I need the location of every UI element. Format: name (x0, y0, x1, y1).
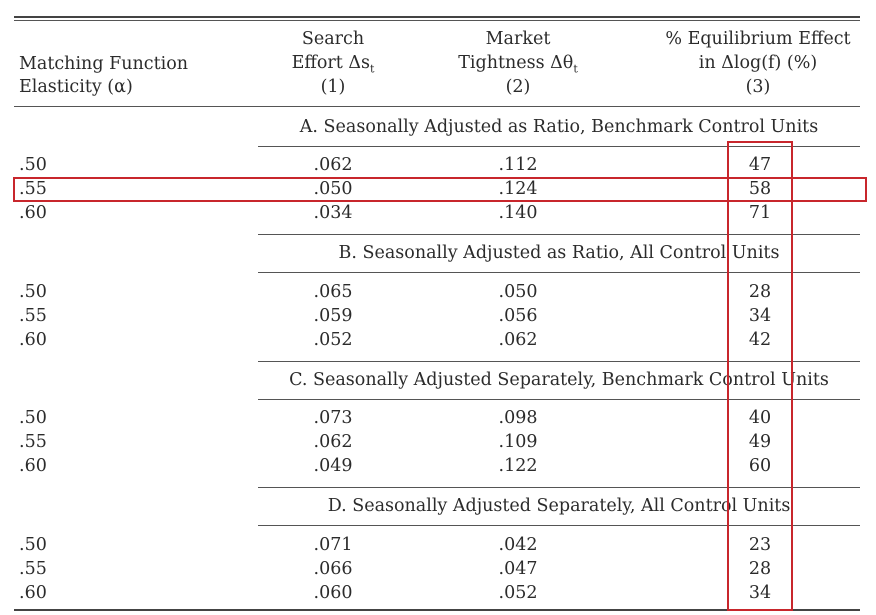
panel-c-row3-search: .049 (313, 456, 353, 476)
panel-a-row1-alpha: .50 (19, 155, 47, 175)
panel-d-row2-alpha: .55 (19, 559, 47, 579)
panel-c-row1-alpha: .50 (19, 408, 47, 428)
panel-b-row2-search: .059 (313, 306, 353, 326)
panel-b-row3-tight: .062 (498, 330, 538, 350)
panel-c-row1-search: .073 (313, 408, 353, 428)
panel-b-row1-search: .065 (313, 282, 353, 302)
panel-a-row3-tight: .140 (498, 203, 538, 223)
panel-d-title: D. Seasonally Adjusted Separately, All Control Units (327, 496, 791, 516)
panel-b-row1-alpha: .50 (19, 282, 47, 302)
col3-header-line1: % Equilibrium Effect (665, 29, 851, 49)
panel-d-row1-tight: .042 (498, 535, 538, 555)
panel-b-row2-alpha: .55 (19, 306, 47, 326)
panel-a-row1-effect: 47 (748, 155, 772, 175)
panel-d-row1-effect: 23 (748, 535, 772, 555)
panel-b-row3-effect: 42 (748, 330, 772, 350)
panel-d-row1-alpha: .50 (19, 535, 47, 555)
panel-c-row1-tight: .098 (498, 408, 538, 428)
col2-header-line3: (2) (505, 77, 531, 97)
panel-a-title: A. Seasonally Adjusted as Ratio, Benchmark Control Units (299, 117, 819, 137)
panel-b-row1-tight: .050 (498, 282, 538, 302)
col3-header-line2: in Δlog(f) (%) (698, 53, 818, 73)
col1-header-line2: Effort $\Delta s_t$ (291, 53, 375, 76)
col1-header-line1: Search (301, 29, 365, 49)
panel-d-row1-search: .071 (313, 535, 353, 555)
highlight-column-box (727, 141, 793, 611)
panel-c-row1-effect: 40 (748, 408, 772, 428)
col1-header-line3: (1) (320, 77, 346, 97)
row-label-header-line2: Elasticity (α) (19, 77, 133, 97)
panel-c-row2-search: .062 (313, 432, 353, 452)
panel-a-row3-alpha: .60 (19, 203, 47, 223)
panel-a-row3-effect: 71 (748, 203, 772, 223)
panel-a-row2-search: .050 (313, 179, 353, 199)
panel-c-row3-tight: .122 (498, 456, 538, 476)
panel-d-row3-tight: .052 (498, 583, 538, 603)
panel-d-row2-tight: .047 (498, 559, 538, 579)
panel-a-row2-tight: .124 (498, 179, 538, 199)
panel-d-row2-search: .066 (313, 559, 353, 579)
row-label-header-line1: Matching Function (19, 54, 189, 74)
panel-a-row2-effect: 58 (748, 179, 772, 199)
panel-c-row2-effect: 49 (748, 432, 772, 452)
header-bottom-rule (14, 106, 860, 107)
panel-a-row1-search: .062 (313, 155, 353, 175)
col3-header-line3: (3) (745, 77, 771, 97)
panel-b-row2-effect: 34 (748, 306, 772, 326)
col2-header-line2: Tightness $\Delta\theta_t$ (458, 53, 578, 76)
panel-a-row2-alpha: .55 (19, 179, 47, 199)
panel-c-row2-alpha: .55 (19, 432, 47, 452)
table-top-rule-2 (14, 20, 860, 21)
panel-d-row2-effect: 28 (748, 559, 772, 579)
panel-c-title: C. Seasonally Adjusted Separately, Benchmark Control Units (289, 370, 829, 390)
panel-c-row3-alpha: .60 (19, 456, 47, 476)
panel-b-row3-search: .052 (313, 330, 353, 350)
panel-b-title: B. Seasonally Adjusted as Ratio, All Control Units (338, 243, 780, 263)
panel-b-row1-effect: 28 (748, 282, 772, 302)
panel-d-row3-search: .060 (313, 583, 353, 603)
panel-b-row2-tight: .056 (498, 306, 538, 326)
col2-header-line1: Market (485, 29, 551, 49)
panel-c-row2-tight: .109 (498, 432, 538, 452)
panel-d-row3-alpha: .60 (19, 583, 47, 603)
panel-d-row3-effect: 34 (748, 583, 772, 603)
table-top-rule (14, 16, 860, 18)
panel-a-row3-search: .034 (313, 203, 353, 223)
panel-a-row1-tight: .112 (498, 155, 538, 175)
panel-c-row3-effect: 60 (748, 456, 772, 476)
panel-b-row3-alpha: .60 (19, 330, 47, 350)
